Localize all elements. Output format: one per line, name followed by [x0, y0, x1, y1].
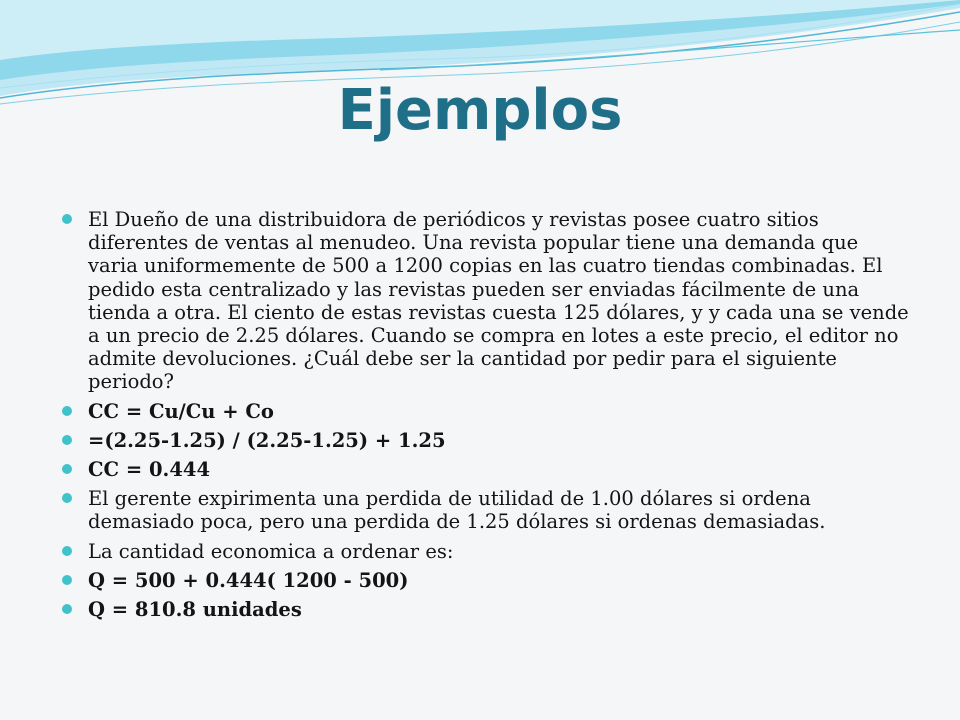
bullet-text: El Dueño de una distribuidora de periódicos y revistas posee cuatro sitios diferentes de ventas al menudeo. Una revista popular tiene una demanda que varia uniformemente de 500 a 1200 copias en las cuatro tiendas combinadas. El pedido esta centralizado y las revistas pueden ser enviadas fácilmente de una tienda a otra. El ciento de estas revistas cuesta 125 dólares, y y cada una se vende a un precio de 2.25 dólares. Cuando se compra en lotes a este precio, el editor no admite devoluciones. ¿Cuál debe ser la cantidad por pedir para el siguiente periodo?: [88, 208, 909, 394]
bullet-text: La cantidad economica a ordenar es:: [88, 539, 454, 563]
bullet-item: [62, 458, 912, 481]
bullet-icon: [62, 604, 72, 614]
bullet-item: [62, 540, 912, 563]
slide-title: Ejemplos: [337, 78, 623, 143]
bullet-icon: [62, 406, 72, 416]
bullet-item: [62, 208, 912, 394]
bullet-icon: [62, 546, 72, 556]
bullet-item: [62, 569, 912, 592]
bullet-list: [62, 208, 912, 621]
bullet-item: [62, 400, 912, 423]
bullet-text: CC = Cu/Cu + Co: [88, 399, 274, 423]
bullet-icon: [62, 493, 72, 503]
bullet-icon: [62, 214, 72, 224]
bullet-text: =(2.25-1.25) / (2.25-1.25) + 1.25: [88, 428, 446, 452]
bullet-text: Q = 500 + 0.444( 1200 - 500): [88, 568, 409, 592]
bullet-text: Q = 810.8 unidades: [88, 598, 302, 622]
bullet-icon: [62, 464, 72, 474]
bullet-item: [62, 598, 912, 621]
bullet-item: [62, 487, 912, 533]
bullet-icon: [62, 575, 72, 585]
bullet-icon: [62, 435, 72, 445]
bullet-item: [62, 429, 912, 452]
bullet-text: El gerente expirimenta una perdida de utilidad de 1.00 dólares si ordena demasiado poca, pero una perdida de 1.25 dólares si ordenas demasiadas.: [88, 487, 826, 534]
slide-body: [62, 208, 912, 627]
bullet-text: CC = 0.444: [88, 458, 211, 482]
